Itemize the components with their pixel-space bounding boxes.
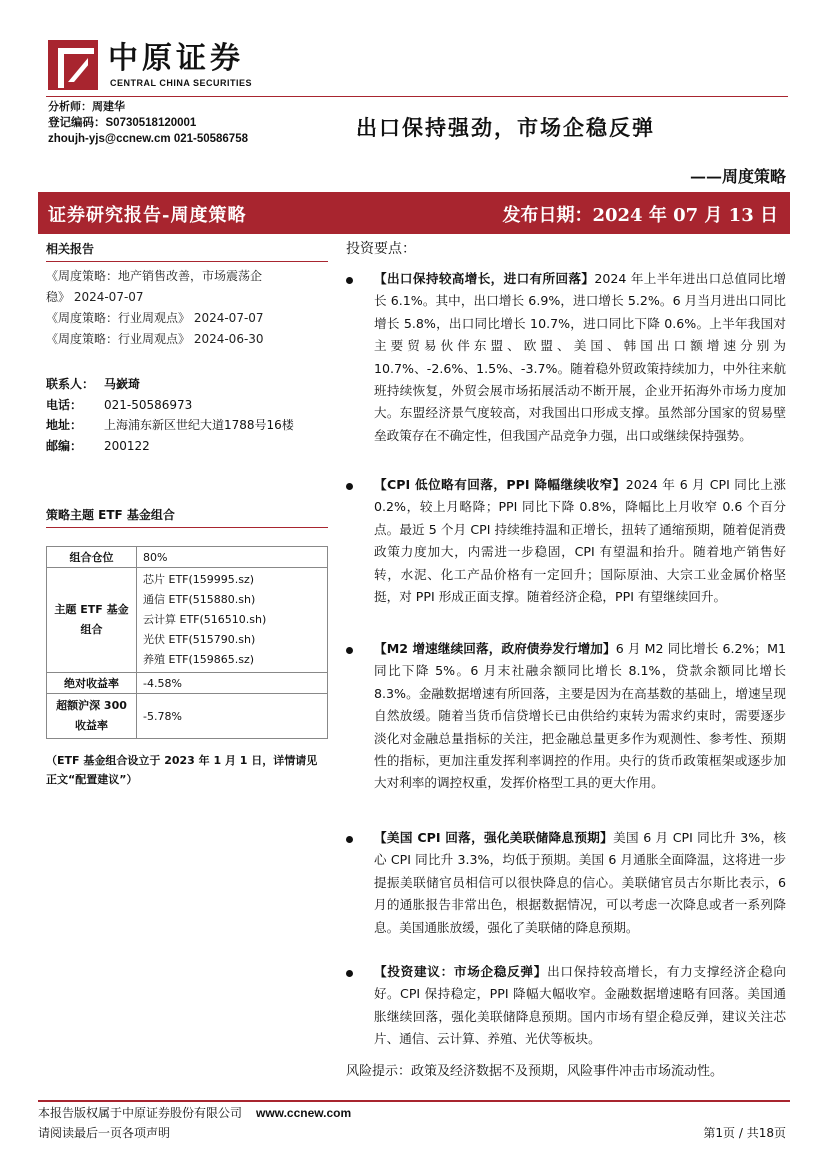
phone-value: 021-50586973 [104,397,193,412]
bullet-icon [346,970,353,977]
zip-label: 邮编： [46,438,83,453]
footer-disclaimer: 请阅读最后一页各项声明 [38,1126,171,1140]
list-item [346,961,786,1051]
etf-position-label: 组合仓位 [47,547,137,568]
risk-text: 政策及经济数据不及预期，风险事件冲击市场流动性。 [411,1064,724,1079]
contact-person: 马嶔琦 [104,377,141,391]
etf-holdings-label: 主题 ETF 基金组合 [47,568,137,673]
etf-holding-item: 光伏 ETF(515790.sh) [143,633,256,646]
etf-holding-item: 芯片 ETF(159995.sz) [143,573,255,586]
zip-value: 200122 [104,438,150,453]
table-row [47,694,328,739]
footer-divider [38,1100,790,1102]
publish-date: 发布日期：2024 年 07 月 13 日 [502,205,778,226]
analyst-registration: 登记编码：S0730518120001 [48,117,197,129]
report-banner [38,192,790,234]
contact-person-label: 联系人： [46,377,95,391]
header-divider [46,96,788,97]
related-reports [46,240,328,350]
etf-holding-item: 养殖 ETF(159865.sz) [143,653,255,666]
bullet-icon [346,836,353,843]
bullet-lead: 【投资建议：市场企稳反弹】 [374,964,548,979]
risk-label: 风险提示： [346,1064,412,1079]
bullet-icon [346,483,353,490]
related-reports-heading: 相关报告 [46,240,328,262]
logo-name-en: CENTRAL CHINA SECURITIES [110,78,253,88]
etf-excess-return-label: 超额沪深 300 收益率 [47,694,137,739]
table-row [47,547,328,568]
bullet-lead: 【美国 CPI 回落，强化美联储降息预期】 [374,830,614,845]
etf-excess-return-value: -5.78% [137,694,328,739]
report-type: 证券研究报告-周度策略 [48,205,247,226]
related-report-item[interactable]: 《周度策略：行业周观点》 2024-07-07 [46,311,264,325]
related-report-item[interactable]: 《周度策略：地产销售改善，市场震荡企 [46,269,263,283]
logo-name-cn: 中原证券 [108,41,244,76]
bullet-text: 美国 6 月 CPI 同比升 3%，核心 CPI 同比升 3.3%，均低于预期。美国 6 月通胀全面降温，这将进一步提振美联储官员相信可以很快降息的信心。美联储官员古尔斯比表示，6 月的通胀报告非常出色，根据数据情况，可以考虑一次降息或者一系列降息。美国通胀放缓，强化了美联储的降息预期。 [374,830,786,935]
bullet-lead: 【CPI 低位略有回落，PPI 降幅继续收窄】 [374,477,626,492]
etf-portfolio [46,506,328,789]
footer-copyright: 本报告版权属于中原证券股份有限公司 [38,1106,243,1120]
related-report-item[interactable]: 稳》 2024-07-07 [46,290,144,304]
footer-url-link[interactable]: www.ccnew.com [256,1106,352,1120]
logo-mark-icon [48,40,98,90]
bullet-icon [346,277,353,284]
etf-abs-return-value: -4.58% [137,673,328,694]
address-value: 上海浦东新区世纪大道1788号16楼 [104,418,294,432]
key-points-header [346,238,786,258]
key-points-heading: 投资要点： [346,241,416,257]
phone-label: 电话： [46,397,83,412]
bullet-text: 2024 年 6 月 CPI 同比上涨 0.2%，较上月略降；PPI 同比下降 0.8%，降幅比上月收窄 0.6 个百分点。最近 5 个月 CPI 持续维持温和正增长，扭转了通缩预期，随着促消费政策力度加大，内需进一步稳固，CPI 有望温和抬升。随着地产销售好转，水泥、化工产品价格有一定回升；国际原油、大宗工业金属价格坚挺，对 PPI 形成正面支撑。随着经济企稳，PPI 有望继续回升。 [374,477,786,605]
analyst-contact: zhoujh-yjs@ccnew.cm 021-50586758 [48,133,248,145]
bullet-text: 6 月 M2 同比增长 6.2%；M1 同比下降 5%。6 月末社融余额同比增长 8.1%，贷款余额同比增长 8.3%。金融数据增速有所回落，主要是因为在高基数的基础上，增速呈现自然放缓。随着当货币信贷增长已由供给约束转为需求约束时，需要逐步淡化对金融总量指标的关注，把金融总量更多作为观测性、参考性、预期性的指标，更加注重发挥利率调控的作用。央行的货币政策框架或逐步加大对利率的调控权重，发挥价格型工具的更大作用。 [374,641,787,791]
footer-copyright-line [38,1104,351,1122]
table-row [47,673,328,694]
etf-holding-item: 通信 ETF(515880.sh) [143,593,256,606]
report-subtitle: ——周度策略 [689,167,786,186]
bullet-text: 2024 年上半年进出口总值同比增长 6.1%。其中，出口增长 6.9%，进口增长 5.2%。6 月当月进出口同比增长 5.8%，出口同比增长 10.7%，进口同比下降 0.6%。上半年我国对主要贸易伙伴东盟、欧盟、美国、韩国出口额增速分别为 10.7%、-2.6%、1.5%、-3.7%。随着稳外贸政策持续加力，中外往来航班持续恢复，外贸会展市场拓展活动不断开展，企业开拓海外市场力度加大。东盟经济景气度较高，对我国出口形成支撑。虽然部分国家的贸易壁垒政策存在不确定性，但我国产品竞争力强，出口或继续保持强势。 [374,271,787,443]
etf-heading: 策略主题 ETF 基金组合 [46,506,328,528]
bullet-icon [346,647,353,654]
risk-warning [346,1062,786,1082]
report-title: 出口保持强劲，市场企稳反弹 [356,115,655,140]
page-number: 第1页 / 共18页 [703,1126,786,1140]
contact-block [46,374,328,456]
analyst-name: 分析师：周建华 [48,100,125,113]
etf-note: （ETF 基金组合设立于 2023 年 1 月 1 日，详情请见正文“配置建议”） [46,754,318,786]
list-item [346,268,786,447]
analyst-info [48,99,248,147]
list-item [346,827,786,939]
etf-holding-item: 云计算 ETF(516510.sh) [143,613,267,626]
bullet-lead: 【M2 增速继续回落，政府债券发行增加】 [374,641,616,656]
company-logo [48,40,278,92]
etf-position-value: 80% [137,547,328,568]
etf-table [46,546,328,739]
bullet-text: 出口保持较高增长，有力支撑经济企稳向好。CPI 保持稳定，PPI 降幅大幅收窄。金融数据增速略有回落。美国通胀继续回落，强化美联储降息预期。国内市场有望企稳反弹，建议关注芯片、通信、云计算、养殖、光伏等板块。 [374,964,787,1047]
list-item [346,474,786,608]
bullet-lead: 【出口保持较高增长，进口有所回落】 [374,271,595,286]
list-item [346,638,786,795]
address-label: 地址： [46,418,83,432]
related-report-item[interactable]: 《周度策略：行业周观点》 2024-06-30 [46,332,264,346]
etf-holdings [137,568,328,673]
table-row [47,568,328,673]
etf-abs-return-label: 绝对收益率 [47,673,137,694]
